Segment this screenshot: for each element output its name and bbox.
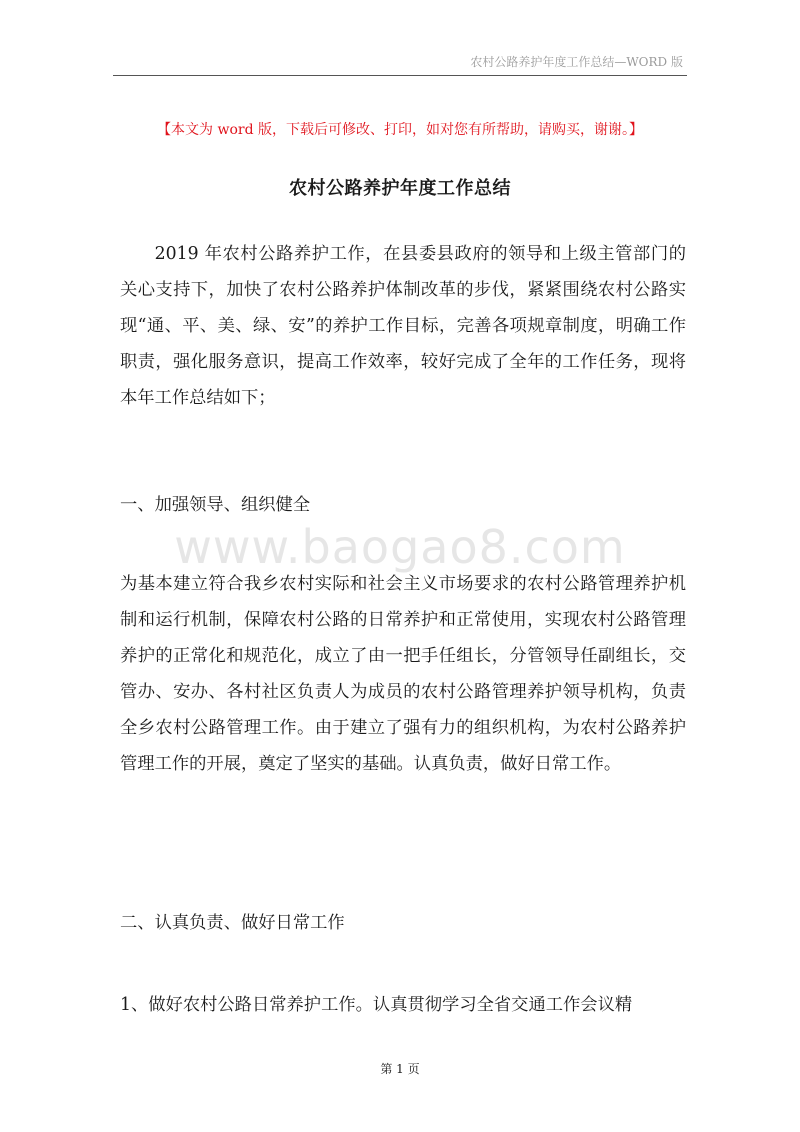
intro-paragraph: 2019 年农村公路养护工作，在县委县政府的领导和上级主管部门的关心支持下，加快了农村公路养护体制改革的步伐，紧紧围绕农村公路实现“通、平、美、绿、安”的养护工作目标，完善各项规章制度，明确工作职责，强化服务意识，提高工作效率，较好完成了全年的工作任务，现将本年工作总结如下； <box>120 244 686 408</box>
section-heading-1: 一、加强领导、组织健全 <box>120 495 311 515</box>
watermark: www.baogao8.com <box>174 520 626 574</box>
section-heading-2: 二、认真负责、做好日常工作 <box>120 913 345 933</box>
purchase-notice: 【本文为 word 版，下载后可修改、打印，如对您有所帮助，请购买，谢谢。】 <box>157 122 643 138</box>
header-divider <box>113 75 687 76</box>
document-title: 农村公路养护年度工作总结 <box>289 178 511 199</box>
section-2-item-1: 1、做好农村公路日常养护工作。认真贯彻学习全省交通工作会议精 <box>120 995 633 1015</box>
page-number: 第 1 页 <box>380 1062 420 1076</box>
section-1-paragraph: 为基本建立符合我乡农村实际和社会主义市场要求的农村公路管理养护机制和运行机制，保障农村公路的日常养护和正常使用，实现农村公路管理养护的正常化和规范化，成立了由一把手任组长，分管领导任副组长，交管办、安办、各村社区负责人为成员的农村公路管理养护领导机构，负责全乡农村公路管理工作。由于建立了强有力的组织机构，为农村公路养护管理工作的开展，奠定了坚实的基础。认真负责，做好日常工作。 <box>120 574 686 774</box>
running-header: 农村公路养护年度工作总结—WORD 版 <box>470 55 683 69</box>
